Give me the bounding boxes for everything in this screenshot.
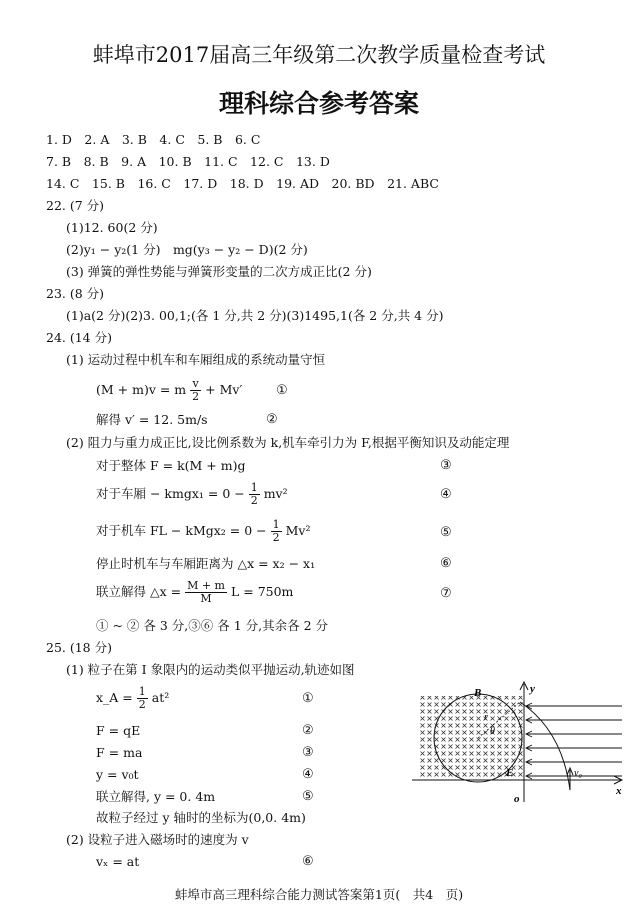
label-o: o	[514, 793, 520, 805]
label-x: x	[616, 785, 622, 797]
q24-marker-6: ⑥	[440, 556, 452, 571]
eq-left: 联立解得 △x =	[96, 584, 182, 599]
q23-heading: 23. (8 分)	[46, 286, 105, 301]
q25-part1: (1) 粒子在第 Ⅰ 象限内的运动类似平抛运动,轨迹如图	[66, 662, 355, 677]
q25-equation-1	[96, 686, 169, 711]
q25-equation-5: 联立解得, y = 0. 4m	[96, 789, 216, 804]
denominator: M	[200, 592, 212, 605]
q25-marker-1: ①	[302, 691, 314, 706]
q24-equation-6: 停止时机车与车厢距离为 △x = x₂ − x₁	[96, 556, 316, 571]
q22-heading: 22. (7 分)	[46, 198, 105, 213]
q24-equation-5	[96, 519, 310, 544]
eq-right: L = 750m	[230, 584, 294, 599]
eq-right: at²	[151, 690, 170, 705]
q25-marker-4: ④	[302, 767, 314, 782]
answer-key-title: 理科综合参考答案	[218, 89, 419, 118]
q24-equation-1	[96, 378, 242, 403]
eq-right: + Mv′	[205, 382, 243, 397]
label-theta: θ	[490, 726, 495, 737]
q22-part3: (3) 弹簧的弹性势能与弹簧形变量的二次方成正比(2 分)	[66, 264, 372, 279]
fraction	[190, 378, 201, 403]
numerator: v	[190, 378, 201, 391]
q24-marker-1: ①	[276, 383, 288, 398]
answers-row-2: 7. B 8. B 9. A 10. B 11. C 12. C 13. D	[46, 154, 330, 169]
numerator: 1	[250, 481, 258, 494]
eq-left: 对于机车 FL − kMgx₂ = 0 −	[96, 523, 267, 538]
q22-part2: (2)y₁ − y₂(1 分) mg(y₃ − y₂ − D)(2 分)	[66, 242, 308, 257]
numerator: 1	[138, 685, 146, 698]
q25-heading: 25. (18 分)	[46, 640, 112, 655]
q24-marker-2: ②	[266, 412, 278, 427]
q24-marker-5: ⑤	[440, 525, 452, 540]
q23-part1: (1)a(2 分)(2)3. 00,1;(各 1 分,共 2 分)(3)1495,1(各 2 分,共 4 分)	[66, 308, 444, 323]
q25-marker-6: ⑥	[302, 854, 314, 869]
label-v0: v₀	[574, 768, 582, 779]
trajectory-figure	[412, 680, 628, 810]
fraction	[185, 580, 227, 605]
q24-marker-3: ③	[440, 458, 452, 473]
q24-part1: (1) 运动过程中机车和车厢组成的系统动量守恒	[66, 352, 326, 367]
fraction	[249, 482, 260, 507]
q24-equation-7	[96, 580, 293, 605]
label-r: r	[484, 712, 488, 723]
q25-part2: (2) 设粒子进入磁场时的速度为 v	[66, 832, 249, 847]
eq-left: x_A =	[96, 690, 133, 705]
denominator: 2	[138, 698, 146, 711]
q24-part2: (2) 阻力与重力成正比,设比例系数为 k,机车牵引力为 F,根据平衡知识及动能定理	[66, 435, 510, 450]
label-y: y	[530, 683, 535, 695]
numerator: 1	[272, 518, 280, 531]
q25-equation-2: F = qE	[96, 723, 141, 738]
answers-row-1: 1. D 2. A 3. B 4. C 5. B 6. C	[46, 132, 261, 147]
q22-part1: (1)12. 60(2 分)	[66, 220, 158, 235]
q24-scoring: ① ~ ② 各 3 分,③⑥ 各 1 分,其余各 2 分	[96, 618, 329, 633]
denominator: 2	[192, 390, 200, 403]
answers-row-3: 14. C 15. B 16. C 17. D 18. D 19. AD 20. BD 21. ABC	[46, 176, 439, 191]
q25-equation-3: F = ma	[96, 745, 143, 760]
denominator: 2	[272, 531, 280, 544]
denominator: 2	[250, 494, 258, 507]
eq-left: (M + m)v = m	[96, 382, 187, 397]
q25-marker-2: ②	[302, 723, 314, 738]
q24-equation-3: 对于整体 F = k(M + m)g	[96, 458, 246, 473]
q25-marker-3: ③	[302, 745, 314, 760]
q25-conclusion: 故粒子经过 y 轴时的坐标为(0,0. 4m)	[96, 810, 306, 825]
page-footer: 蚌埠市高三理科综合能力测试答案第1页( 共4 页)	[174, 887, 464, 902]
numerator: M + m	[187, 579, 225, 592]
eq-right: Mv²	[285, 523, 311, 538]
q25-marker-5: ⑤	[302, 789, 314, 804]
fraction	[137, 686, 148, 711]
eq-right: mv²	[263, 486, 288, 501]
label-b: B	[474, 687, 482, 699]
label-e: E	[506, 767, 514, 779]
q24-equation-2: 解得 v′ = 12. 5m/s	[96, 412, 208, 427]
q24-marker-4: ④	[440, 487, 452, 502]
document-title: 蚌埠市2017届高三年级第二次教学质量检查考试	[92, 43, 546, 67]
fraction	[271, 519, 282, 544]
q24-marker-7: ⑦	[440, 586, 452, 601]
q24-equation-4	[96, 482, 288, 507]
q25-equation-7: vₓ = at	[96, 854, 140, 869]
eq-left: 对于车厢 − kmgx₁ = 0 −	[96, 486, 245, 501]
q25-equation-4: y = v₀t	[96, 767, 139, 782]
q24-heading: 24. (14 分)	[46, 330, 112, 345]
